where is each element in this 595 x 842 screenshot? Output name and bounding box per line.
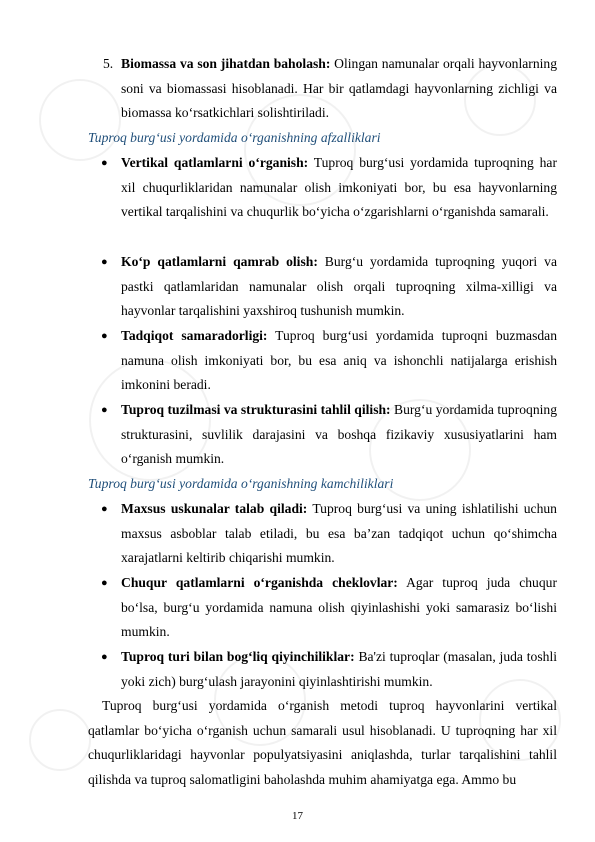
limitation-title: Maxsus uskunalar talab qiladi: [121, 501, 308, 516]
section-heading-advantages: Tuproq burg‘usi yordamida o‘rganishning afzalliklari [88, 130, 381, 145]
list-item-text: Olingan namunalar orqali hayvonlarning soni va biomassasi hisoblanadi. Har bir qatlamdagi hayvonlarning zichligi va biomassa ko‘rsatkichlari solishtiriladi. [121, 56, 557, 121]
advantage-title: Tadqiqot samaradorligi: [121, 328, 268, 343]
advantage-item [121, 324, 557, 398]
page-number: 17 [292, 810, 303, 822]
advantage-text: Tuproq burg‘usi yordamida tuproqning har xil chuqurliklaridan namunalar olish imkoniyati bor, bu esa hayvonlarning vertikal tarqalishini va chuqurlik bo‘yicha o‘zgarishlarni o‘rganishda samarali. [121, 155, 557, 220]
limitation-item [121, 645, 557, 694]
advantage-item [121, 250, 557, 324]
advantage-title: Tuproq tuzilmasi va strukturasini tahlil qilish: [121, 402, 391, 417]
advantage-text: Burg‘u yordamida tuproqning strukturasini, suvlilik darajasini va boshqa fizikaviy xususiyatlarini ham o‘rganish mumkin. [121, 402, 557, 467]
list-number: 5. [103, 56, 114, 71]
advantage-text: Burg‘u yordamida tuproqning yuqori va pastki qatlamlaridan namunalar olish orqali tuproqning xilma-xilligi va hayvonlar tarqalishini yaxshiroq tushunish mumkin. [121, 254, 557, 319]
bullet-icon: ● [101, 503, 108, 515]
limitation-title: Chuqur qatlamlarni o‘rganishda cheklovlar: [121, 575, 398, 590]
limitation-text: Ba'zi tuproqlar (masalan, juda toshli yoki zich) burg‘ulash jarayonini qiyinlashtirishi mumkin. [121, 649, 557, 689]
limitation-text: Agar tuproq juda chuqur bo‘lsa, burg‘u yordamida namuna olish qiyinlashishi yoki samarasiz bo‘lishi mumkin. [121, 575, 557, 640]
closing-paragraph: Tuproq burg‘usi yordamida o‘rganish metodi tuproq hayvonlarini vertikal qatlamlar bo‘yicha o‘rganish uchun samarali usul hisoblanadi. U tuproqning har xil chuqurliklaridagi hayvonlar populyatsiyasini aniqlashda, turlar tarqalishini tahlil qilishda va tuproq salomatligini baholashda muhim ahamiyatga ega. Ammo bu [88, 698, 557, 787]
advantage-item [121, 398, 557, 472]
bullet-icon: ● [101, 256, 108, 268]
list-item-title: Biomassa va son jihatdan baholash: [121, 56, 331, 71]
limitation-item [121, 571, 557, 645]
bullet-icon: ● [101, 330, 108, 342]
bullet-icon: ● [101, 404, 108, 416]
list-item-biomass [121, 52, 557, 126]
limitation-text: Tuproq burg‘usi va uning ishlatilishi uchun maxsus asboblar talab etiladi, bu esa ba’zan tadqiqot uchun qo‘shimcha xarajatlarni keltirib chiqarishi mumkin. [121, 501, 557, 566]
bullet-icon: ● [101, 651, 108, 663]
advantage-title: Ko‘p qatlamlarni qamrab olish: [121, 254, 318, 269]
section-heading-limitations: Tuproq burg‘usi yordamida o‘rganishning kamchiliklari [88, 476, 394, 491]
advantage-text: Tuproq burg‘usi yordamida tuproqni buzmasdan namuna olish imkoniyati bor, bu esa aniq va ishonchli natijalarga erishish imkonini beradi. [121, 328, 557, 393]
limitation-item [121, 497, 557, 571]
advantage-item [121, 151, 557, 225]
advantage-title: Vertikal qatlamlarni o‘rganish: [121, 155, 309, 170]
bullet-icon: ● [101, 157, 108, 169]
bullet-icon: ● [101, 577, 108, 589]
limitation-title: Tuproq turi bilan bog‘liq qiyinchiliklar: [121, 649, 355, 664]
